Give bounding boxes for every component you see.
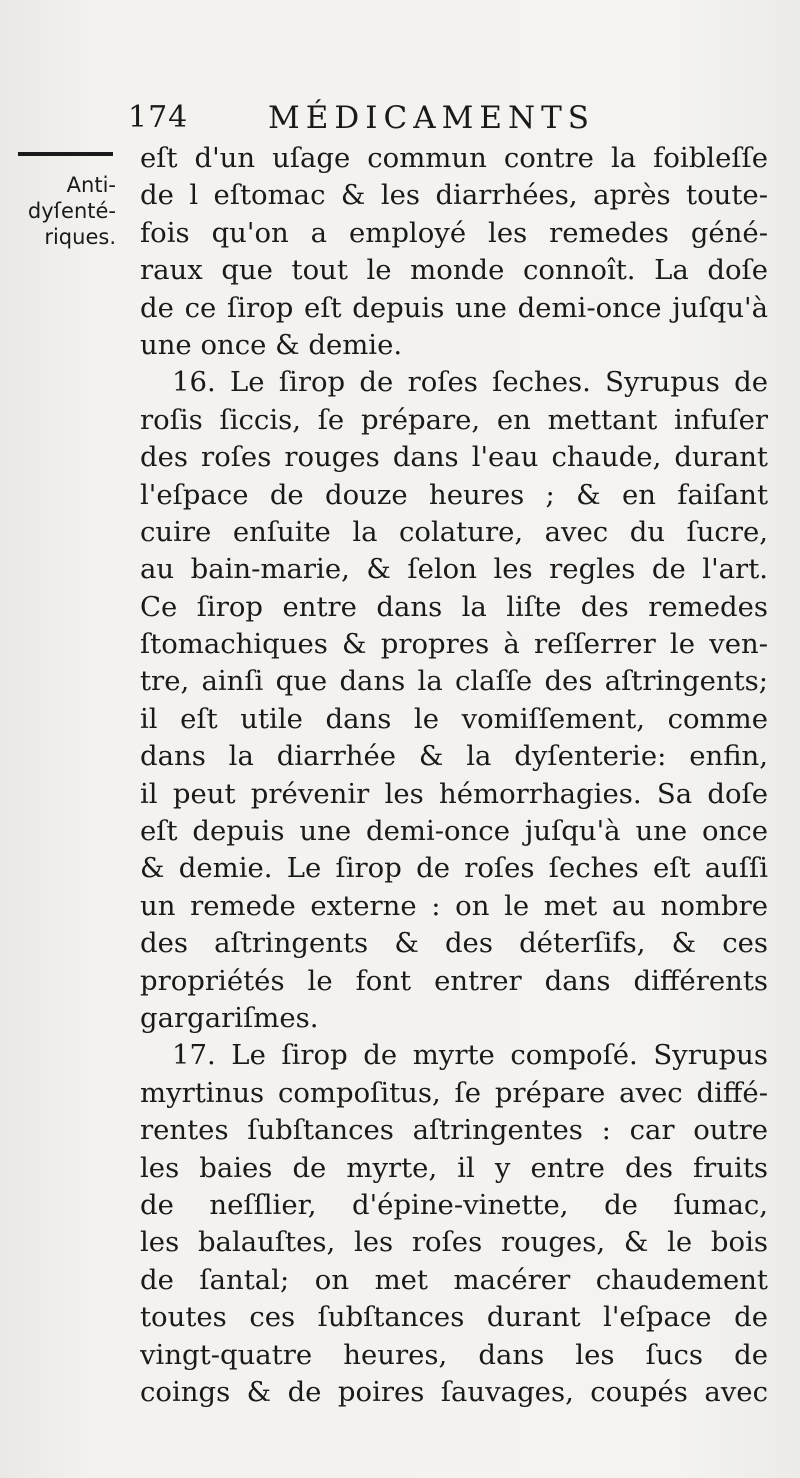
text-line: de l eſtomac & les diarrhées, après toute- [140, 179, 768, 212]
body-text [140, 140, 768, 1411]
text-line: des roſes rouges dans l'eau chaude, durant [140, 441, 768, 474]
margin-note-line: dyſenté- [27, 199, 116, 223]
running-title: MÉDICAMENTS [268, 100, 595, 136]
text-line: Ce ſirop entre dans la liſte des remedes [140, 590, 768, 623]
text-line: gargariſmes. [140, 1001, 319, 1034]
text-line: toutes ces ſubſtances durant l'eſpace de [140, 1301, 768, 1334]
margin-note [0, 172, 124, 250]
text-line: vingt-quatre heures, dans les ſucs de [140, 1338, 768, 1371]
text-line: & demie. Le ſirop de roſes ſeches eſt auſſi [140, 852, 768, 885]
text-line: rentes ſubſtances aſtringentes : car outre [140, 1114, 768, 1147]
margin-note-line: riques. [44, 225, 116, 249]
text-line: dans la diarrhée & la dyſenterie: enfin, [140, 740, 768, 773]
text-line: myrtinus compoſitus, ſe prépare avec diffé- [140, 1076, 768, 1109]
margin-note-line: Anti- [66, 173, 116, 197]
margin-rule [18, 152, 113, 156]
page-header [128, 100, 788, 140]
text-line: de ſantal; on met macérer chaudement [140, 1263, 768, 1296]
text-line: eſt d'un uſage commun contre la foibleſſe [140, 142, 768, 174]
text-line: une once & demie. [140, 328, 403, 361]
text-line: l'eſpace de douze heures ; & en faiſant [140, 478, 768, 511]
text-line: roſis ſiccis, ſe prépare, en mettant infuſer [140, 403, 768, 436]
text-line: au bain-marie, & ſelon les regles de l'art. [140, 553, 768, 586]
text-line: tre, ainſi que dans la claſſe des aſtringents; [140, 665, 768, 698]
text-line: ſtomachiques & propres à reſſerrer le ven- [140, 628, 768, 661]
text-line: les baies de myrte, il y entre des fruits [140, 1151, 768, 1184]
text-line: raux que tout le monde connoît. La doſe [140, 254, 768, 287]
page-number: 174 [128, 100, 189, 135]
text-line: 17. Le ſirop de myrte compoſé. Syrupus [172, 1039, 768, 1072]
text-line: fois qu'on a employé les remedes géné- [140, 216, 768, 249]
text-line: il eſt utile dans le vomiſſement, comme [140, 702, 768, 735]
text-line: un remede externe : on le met au nombre [140, 889, 768, 922]
text-line: coings & de poires ſauvages, coupés avec [140, 1375, 768, 1408]
text-line: de ce ſirop eſt depuis une demi-once juſqu'à [140, 291, 768, 324]
text-line: des aſtringents & des déterſifs, & ces [140, 927, 768, 960]
text-line: il peut prévenir les hémorrhagies. Sa doſe [140, 777, 768, 810]
text-line: cuire enſuite la colature, avec du ſucre, [140, 515, 768, 548]
text-line: de neſſlier, d'épine-vinette, de ſumac, [140, 1188, 768, 1221]
text-line: les balauſtes, les roſes rouges, & le bois [140, 1226, 768, 1259]
text-line: 16. Le ſirop de roſes ſeches. Syrupus de [172, 366, 768, 399]
text-line: propriétés le font entrer dans différents [140, 964, 768, 997]
text-line: eſt depuis une demi-once juſqu'à une once [140, 815, 768, 848]
